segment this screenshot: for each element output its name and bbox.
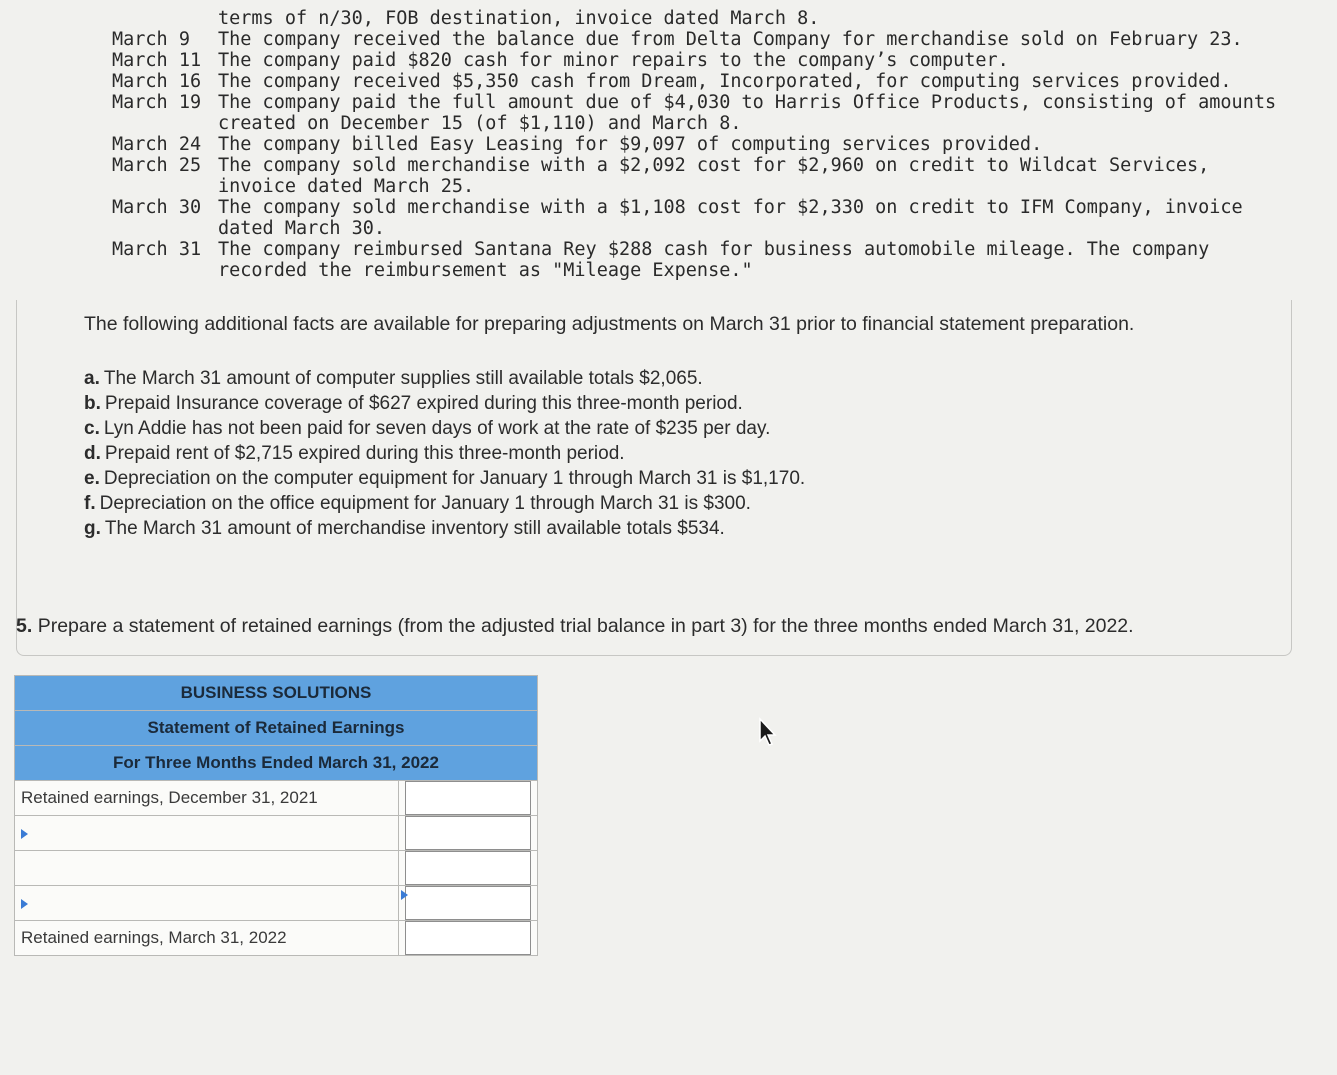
fact-letter: b.: [84, 393, 101, 414]
fact-text: Prepaid rent of $2,715 expired during this three-month period.: [104, 443, 625, 464]
facts-intro: The following additional facts are available for preparing adjustments on March 31 prior to financial statement preparation.: [84, 313, 1135, 335]
fact-text: Lyn Addie has not been paid for seven days of work at the rate of $235 per day.: [103, 418, 771, 439]
row-label: Retained earnings, December 31, 2021: [15, 781, 399, 816]
label-dropdown-cell[interactable]: [15, 851, 399, 886]
fact-item: [84, 491, 805, 516]
amount-input[interactable]: [405, 886, 531, 920]
retained-earnings-statement: [14, 675, 538, 956]
question-text: Prepare a statement of retained earnings (from the adjusted trial balance in part 3) for the three months ended March 31, 2022.: [37, 615, 1134, 637]
fact-letter: d.: [84, 443, 101, 464]
transaction-text: terms of n/30, FOB destination, invoice dated March 8.: [218, 8, 820, 29]
transaction-line: [112, 155, 1292, 197]
amount-cell: [398, 886, 537, 921]
fact-text: The March 31 amount of merchandise inventory still available totals $534.: [104, 518, 725, 539]
transaction-line: [112, 239, 1292, 281]
facts-list: [84, 366, 805, 541]
transaction-date: March 11: [112, 50, 202, 71]
transaction-text: The company billed Easy Leasing for $9,097 of computing services provided.: [218, 134, 1043, 155]
transaction-text: The company sold merchandise with a $2,092 cost for $2,960 on credit to Wildcat Services, invoice dated March 25.: [218, 155, 1221, 197]
statement-row: [15, 781, 538, 816]
fact-item: [84, 516, 805, 541]
fact-text: Depreciation on the computer equipment for January 1 through March 31 is $1,170.: [103, 468, 806, 489]
fact-text: Prepaid Insurance coverage of $627 expired during this three-month period.: [104, 393, 743, 414]
statement-row: [15, 921, 538, 956]
transaction-line: [112, 50, 1292, 71]
label-dropdown-cell[interactable]: [15, 886, 399, 921]
fact-text: The March 31 amount of computer supplies still available totals $2,065.: [103, 368, 703, 389]
fact-item: [84, 466, 805, 491]
statement-row: [15, 851, 538, 886]
transaction-line: [112, 29, 1292, 50]
label-dropdown-cell[interactable]: [15, 816, 399, 851]
fact-item: [84, 366, 805, 391]
amount-input[interactable]: [405, 851, 531, 885]
transaction-date: March 19: [112, 92, 202, 113]
transaction-text: The company paid the full amount due of $4,030 to Harris Office Products, consisting of amounts created on December 15 (of $1,110) and March 8.: [218, 92, 1288, 134]
fact-letter: c.: [84, 418, 100, 439]
question-prompt: [16, 615, 1134, 638]
transaction-text: The company reimbursed Santana Rey $288 cash for business automobile mileage. The company recorded the reimbursement as "Mileage Expense.": [218, 239, 1221, 281]
fact-text: Depreciation on the office equipment for January 1 through March 31 is $300.: [99, 493, 751, 514]
mouse-pointer-icon: [758, 717, 780, 747]
amount-input[interactable]: [405, 921, 531, 955]
transaction-line: [112, 197, 1292, 239]
amount-cell: [398, 851, 537, 886]
statement-row: [15, 886, 538, 921]
statement-header-company: [15, 676, 538, 711]
question-number: 5.: [16, 615, 33, 637]
transaction-list: [112, 8, 1292, 281]
fact-letter: f.: [84, 493, 96, 514]
transaction-line: [112, 71, 1292, 92]
transaction-line: [112, 92, 1292, 134]
transaction-date: March 25: [112, 155, 202, 176]
dropdown-marker-icon[interactable]: [21, 899, 28, 909]
fact-item: [84, 416, 805, 441]
statement-row: [15, 816, 538, 851]
transaction-text: The company sold merchandise with a $1,108 cost for $2,330 on credit to IFM Company, invoice dated March 30.: [218, 197, 1254, 239]
transaction-date: March 9: [112, 29, 190, 50]
amount-cell: [398, 921, 537, 956]
dropdown-marker-icon[interactable]: [21, 829, 28, 839]
statement-header-title: [15, 711, 538, 746]
statement-title: Statement of Retained Earnings: [15, 711, 538, 746]
amount-cell: [398, 816, 537, 851]
transaction-date: March 30: [112, 197, 202, 218]
amount-cell: [398, 781, 537, 816]
transaction-date: March 24: [112, 134, 202, 155]
transaction-date: March 31: [112, 239, 202, 260]
transaction-line: [112, 8, 1292, 29]
statement-company: BUSINESS SOLUTIONS: [15, 676, 538, 711]
fact-letter: e.: [84, 468, 100, 489]
fact-item: [84, 441, 805, 466]
statement-header-period: [15, 746, 538, 781]
amount-input[interactable]: [405, 816, 531, 850]
fact-letter: a.: [84, 368, 100, 389]
dropdown-marker-icon[interactable]: [401, 890, 408, 900]
transaction-line: [112, 134, 1292, 155]
transaction-text: The company received the balance due from Delta Company for merchandise sold on February 23.: [218, 29, 1243, 50]
transaction-text: The company paid $820 cash for minor repairs to the company’s computer.: [218, 50, 1009, 71]
transaction-date: March 16: [112, 71, 202, 92]
amount-input[interactable]: [405, 781, 531, 815]
transaction-text: The company received $5,350 cash from Dream, Incorporated, for computing services provided.: [218, 71, 1232, 92]
fact-letter: g.: [84, 518, 101, 539]
statement-period: For Three Months Ended March 31, 2022: [15, 746, 538, 781]
fact-item: [84, 391, 805, 416]
row-label: Retained earnings, March 31, 2022: [15, 921, 399, 956]
